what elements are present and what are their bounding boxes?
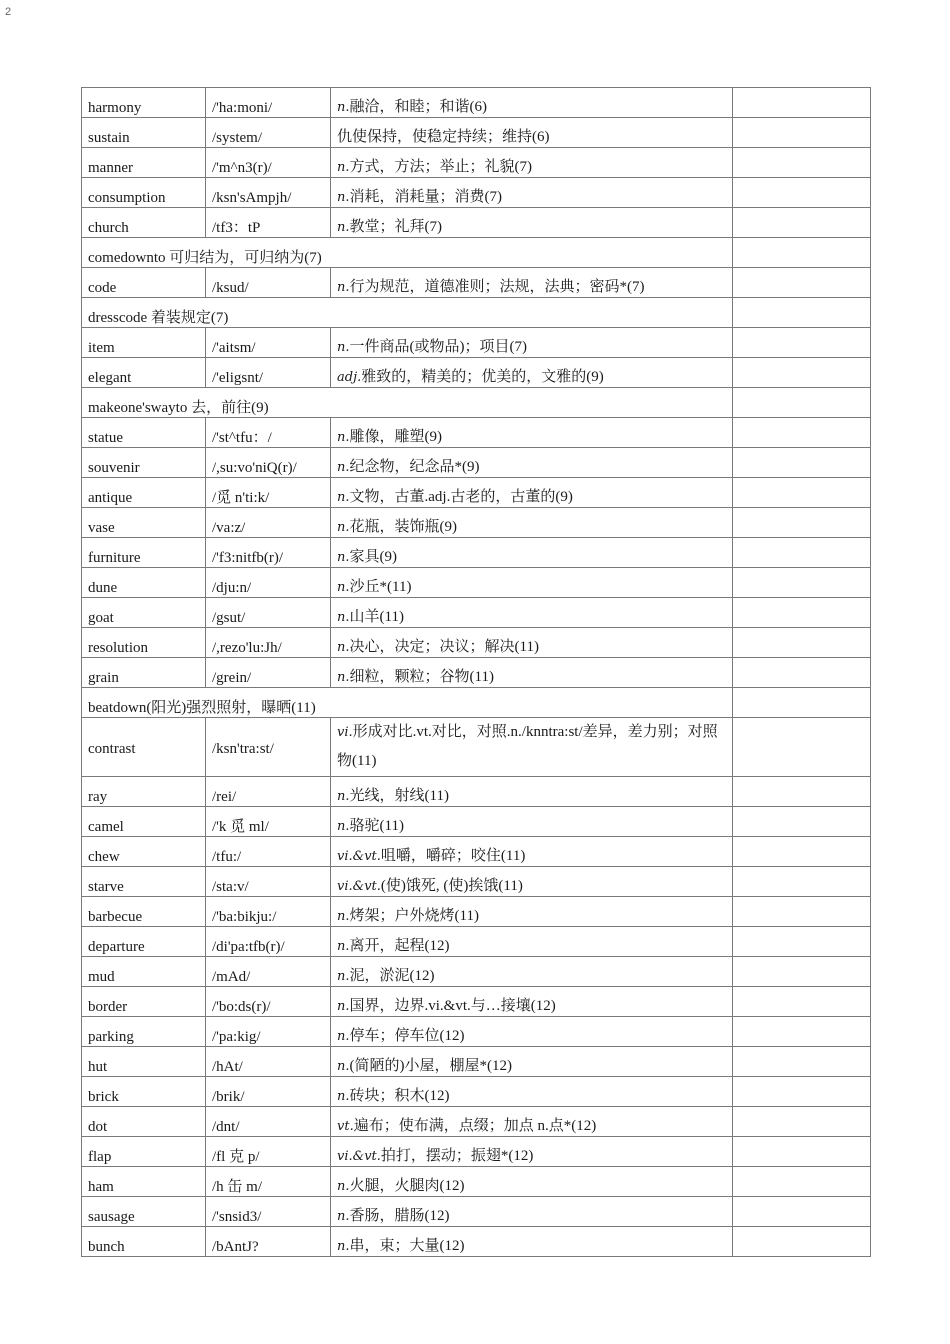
word-cell: barbecue: [82, 897, 206, 927]
word-cell: code: [82, 268, 206, 298]
definition-text: 家具(9): [349, 549, 398, 565]
part-of-speech: vi.&vt.: [337, 879, 381, 894]
definition-cell: [331, 628, 733, 658]
word-cell: goat: [82, 598, 206, 628]
definition-cell: [331, 178, 733, 208]
empty-cell: [733, 628, 871, 658]
part-of-speech: n.: [337, 520, 350, 535]
word-row: [82, 867, 871, 897]
definition-cell: [331, 508, 733, 538]
word-cell: brick: [82, 1077, 206, 1107]
phonetic-cell: /rei/: [206, 777, 331, 807]
part-of-speech: n.: [337, 580, 350, 595]
definition-cell: [331, 538, 733, 568]
phonetic-cell: /觅 n'ti:k/: [206, 478, 331, 508]
empty-cell: [733, 208, 871, 238]
word-cell: statue: [82, 418, 206, 448]
page-number: 2: [5, 6, 12, 18]
word-cell: furniture: [82, 538, 206, 568]
phonetic-cell: /'st^tfu：/: [206, 418, 331, 448]
part-of-speech: n.: [337, 909, 350, 924]
word-cell: vase: [82, 508, 206, 538]
word-row: [82, 358, 871, 388]
phonetic-cell: /sta:v/: [206, 867, 331, 897]
definition-cell: [331, 118, 733, 148]
part-of-speech: n.: [337, 939, 350, 954]
word-row: [82, 987, 871, 1017]
part-of-speech: n.: [337, 969, 350, 984]
definition-text: 纪念物，纪念品*(9): [349, 459, 480, 475]
empty-cell: [733, 388, 871, 418]
vocabulary-table: [81, 87, 871, 1257]
definition-text: 离开，起程(12): [349, 938, 450, 954]
definition-cell: [331, 568, 733, 598]
word-row: [82, 328, 871, 358]
part-of-speech: n.: [337, 819, 350, 834]
word-cell: camel: [82, 807, 206, 837]
word-cell: parking: [82, 1017, 206, 1047]
phrase-row: [82, 298, 871, 328]
part-of-speech: n.: [337, 1089, 350, 1104]
word-cell: consumption: [82, 178, 206, 208]
part-of-speech: n.: [337, 340, 350, 355]
phonetic-cell: /'f3:nitfb(r)/: [206, 538, 331, 568]
part-of-speech: n.: [337, 1239, 350, 1254]
word-row: [82, 1197, 871, 1227]
definition-cell: [331, 777, 733, 807]
empty-cell: [733, 238, 871, 268]
definition-text: 形成对比.vt.对比，对照.n./knntra:st/差异，差力别；对照物(11): [337, 724, 718, 769]
definition-text: 决心，决定；决议；解决(11): [349, 639, 539, 655]
definition-cell: [331, 1137, 733, 1167]
definition-text: 烤架；户外烧烤(11): [349, 908, 479, 924]
definition-cell: [331, 718, 733, 777]
phonetic-cell: /'pa:kig/: [206, 1017, 331, 1047]
part-of-speech: vi.&vt.: [337, 1149, 381, 1164]
definition-text: 细粒，颗粒；谷物(11): [349, 669, 494, 685]
definition-text: 教堂；礼拜(7): [349, 219, 443, 235]
word-cell: souvenir: [82, 448, 206, 478]
phonetic-cell: /gsut/: [206, 598, 331, 628]
part-of-speech: n.: [337, 160, 350, 175]
empty-cell: [733, 807, 871, 837]
definition-text: 砖块；积木(12): [349, 1088, 450, 1104]
empty-cell: [733, 118, 871, 148]
phonetic-cell: /'k 觅 ml/: [206, 807, 331, 837]
empty-cell: [733, 1077, 871, 1107]
definition-cell: [331, 1077, 733, 1107]
word-cell: departure: [82, 927, 206, 957]
definition-text: 国界，边界.vi.&vt.与…接壤(12): [349, 998, 556, 1014]
definition-cell: [331, 658, 733, 688]
empty-cell: [733, 298, 871, 328]
definition-text: 停车；停车位(12): [349, 1028, 465, 1044]
definition-text: 火腿，火腿肉(12): [349, 1178, 465, 1194]
empty-cell: [733, 1227, 871, 1257]
word-row: [82, 118, 871, 148]
definition-text: (简陋的)小屋，棚屋*(12): [349, 1058, 512, 1074]
word-row: [82, 148, 871, 178]
word-cell: contrast: [82, 718, 206, 777]
part-of-speech: n.: [337, 190, 350, 205]
empty-cell: [733, 867, 871, 897]
part-of-speech: n.: [337, 610, 350, 625]
definition-cell: [331, 1197, 733, 1227]
definition-cell: [331, 328, 733, 358]
word-cell: elegant: [82, 358, 206, 388]
part-of-speech: vi.: [337, 725, 353, 740]
definition-cell: [331, 88, 733, 118]
empty-cell: [733, 1137, 871, 1167]
word-row: [82, 538, 871, 568]
part-of-speech: vi.&vt.: [337, 849, 381, 864]
word-row: [82, 1107, 871, 1137]
word-cell: ham: [82, 1167, 206, 1197]
definition-text: 串，束；大量(12): [349, 1238, 465, 1254]
phonetic-cell: /brik/: [206, 1077, 331, 1107]
word-row: [82, 508, 871, 538]
word-row: [82, 268, 871, 298]
definition-cell: [331, 1107, 733, 1137]
word-row: [82, 88, 871, 118]
definition-text: 香肠，腊肠(12): [349, 1208, 450, 1224]
definition-cell: [331, 598, 733, 628]
word-row: [82, 178, 871, 208]
phonetic-cell: /grein/: [206, 658, 331, 688]
definition-text: 咀嚼，嚼碎；咬住(11): [380, 848, 526, 864]
vocabulary-table-body: [82, 88, 871, 1257]
empty-cell: [733, 148, 871, 178]
definition-text: 山羊(11): [349, 609, 404, 625]
word-row: [82, 1047, 871, 1077]
part-of-speech: n.: [337, 1179, 350, 1194]
phrase-cell: comedownto 可归结为，可归纳为(7): [82, 238, 733, 268]
word-row: [82, 1137, 871, 1167]
word-cell: dot: [82, 1107, 206, 1137]
part-of-speech: n.: [337, 430, 350, 445]
part-of-speech: n.: [337, 999, 350, 1014]
definition-text: 行为规范，道德准则；法规，法典；密码*(7): [349, 279, 645, 295]
empty-cell: [733, 837, 871, 867]
empty-cell: [733, 418, 871, 448]
word-cell: manner: [82, 148, 206, 178]
word-cell: ray: [82, 777, 206, 807]
phonetic-cell: /'bo:ds(r)/: [206, 987, 331, 1017]
empty-cell: [733, 718, 871, 777]
phonetic-cell: /'aitsm/: [206, 328, 331, 358]
empty-cell: [733, 568, 871, 598]
part-of-speech: adj.: [337, 370, 362, 385]
definition-cell: [331, 897, 733, 927]
empty-cell: [733, 658, 871, 688]
empty-cell: [733, 448, 871, 478]
word-cell: item: [82, 328, 206, 358]
empty-cell: [733, 508, 871, 538]
phonetic-cell: /h 缶 m/: [206, 1167, 331, 1197]
empty-cell: [733, 777, 871, 807]
word-row: [82, 478, 871, 508]
empty-cell: [733, 88, 871, 118]
phonetic-cell: /va:z/: [206, 508, 331, 538]
empty-cell: [733, 957, 871, 987]
word-row: [82, 1167, 871, 1197]
word-cell: border: [82, 987, 206, 1017]
word-cell: sausage: [82, 1197, 206, 1227]
definition-text: 雕像，雕塑(9): [349, 429, 443, 445]
part-of-speech: n.: [337, 460, 350, 475]
empty-cell: [733, 358, 871, 388]
definition-cell: [331, 418, 733, 448]
word-row: [82, 927, 871, 957]
empty-cell: [733, 178, 871, 208]
word-row: [82, 1017, 871, 1047]
phrase-cell: makeone'swayto 去，前往(9): [82, 388, 733, 418]
definition-cell: [331, 927, 733, 957]
empty-cell: [733, 328, 871, 358]
phonetic-cell: /dnt/: [206, 1107, 331, 1137]
part-of-speech: n.: [337, 220, 350, 235]
definition-text: 方式，方法；举止；礼貌(7): [349, 159, 533, 175]
word-cell: bunch: [82, 1227, 206, 1257]
word-row: [82, 957, 871, 987]
phonetic-cell: /'m^n3(r)/: [206, 148, 331, 178]
empty-cell: [733, 688, 871, 718]
phonetic-cell: /ksn'sAmpjh/: [206, 178, 331, 208]
word-cell: church: [82, 208, 206, 238]
empty-cell: [733, 1197, 871, 1227]
definition-text: 融洽，和睦；和谐(6): [349, 99, 488, 115]
part-of-speech: n.: [337, 670, 350, 685]
word-cell: chew: [82, 837, 206, 867]
word-row: [82, 418, 871, 448]
empty-cell: [733, 1017, 871, 1047]
phrase-cell: dresscode 着装规定(7): [82, 298, 733, 328]
phonetic-cell: /,su:vo'niQ(r)/: [206, 448, 331, 478]
definition-text: 雅致的，精美的；优美的，文雅的(9): [361, 369, 604, 385]
phonetic-cell: /'ba:bikju:/: [206, 897, 331, 927]
word-cell: flap: [82, 1137, 206, 1167]
definition-text: 花瓶，装饰瓶(9): [349, 519, 458, 535]
definition-cell: [331, 837, 733, 867]
word-row: [82, 807, 871, 837]
definition-cell: [331, 1017, 733, 1047]
part-of-speech: n.: [337, 640, 350, 655]
definition-text: 仇使保持，使稳定持续；维持(6): [337, 129, 550, 145]
definition-cell: [331, 268, 733, 298]
part-of-speech: n.: [337, 490, 350, 505]
definition-text: 拍打，摆动；振翅*(12): [380, 1148, 534, 1164]
word-cell: starve: [82, 867, 206, 897]
phonetic-cell: /mAd/: [206, 957, 331, 987]
phonetic-cell: /ksn'tra:st/: [206, 718, 331, 777]
phonetic-cell: /ksud/: [206, 268, 331, 298]
definition-text: 泥，淤泥(12): [349, 968, 435, 984]
part-of-speech: n.: [337, 1209, 350, 1224]
word-cell: resolution: [82, 628, 206, 658]
word-row: [82, 1077, 871, 1107]
definition-cell: [331, 957, 733, 987]
definition-cell: [331, 1227, 733, 1257]
part-of-speech: n.: [337, 280, 350, 295]
definition-cell: [331, 1167, 733, 1197]
phonetic-cell: /di'pa:tfb(r)/: [206, 927, 331, 957]
empty-cell: [733, 538, 871, 568]
definition-text: 一件商品(或物品)；项目(7): [349, 339, 527, 355]
definition-text: 骆驼(11): [349, 818, 404, 834]
phonetic-cell: /fl 克 p/: [206, 1137, 331, 1167]
empty-cell: [733, 1047, 871, 1077]
definition-cell: [331, 867, 733, 897]
definition-cell: [331, 478, 733, 508]
word-row: [82, 448, 871, 478]
phrase-cell: beatdown(阳光)强烈照射，曝晒(11): [82, 688, 733, 718]
word-row: [82, 658, 871, 688]
word-cell: hut: [82, 1047, 206, 1077]
phrase-row: [82, 688, 871, 718]
word-row: [82, 628, 871, 658]
part-of-speech: n.: [337, 100, 350, 115]
word-row: [82, 897, 871, 927]
definition-text: 遍布；使布满，点缀；加点 n.点*(12): [353, 1118, 597, 1134]
definition-cell: [331, 1047, 733, 1077]
phonetic-cell: /tf3：tP: [206, 208, 331, 238]
definition-text: (使)饿死, (使)挨饿(11): [380, 878, 523, 894]
definition-cell: [331, 987, 733, 1017]
empty-cell: [733, 987, 871, 1017]
definition-text: 消耗，消耗量；消费(7): [349, 189, 503, 205]
part-of-speech: vt.: [337, 1119, 354, 1134]
word-cell: antique: [82, 478, 206, 508]
part-of-speech: n.: [337, 789, 350, 804]
phonetic-cell: /bAntJ?: [206, 1227, 331, 1257]
phonetic-cell: /hAt/: [206, 1047, 331, 1077]
phrase-row: [82, 238, 871, 268]
word-cell: sustain: [82, 118, 206, 148]
part-of-speech: n.: [337, 550, 350, 565]
empty-cell: [733, 268, 871, 298]
phonetic-cell: /'eligsnt/: [206, 358, 331, 388]
word-row: [82, 837, 871, 867]
phonetic-cell: /'snsid3/: [206, 1197, 331, 1227]
empty-cell: [733, 927, 871, 957]
empty-cell: [733, 478, 871, 508]
word-row: [82, 568, 871, 598]
definition-text: 文物，古董.adj.古老的，古董的(9): [349, 489, 573, 505]
phrase-row: [82, 388, 871, 418]
word-row: [82, 1227, 871, 1257]
phonetic-cell: /'ha:moni/: [206, 88, 331, 118]
word-cell: mud: [82, 957, 206, 987]
definition-cell: [331, 448, 733, 478]
word-cell: dune: [82, 568, 206, 598]
word-row: [82, 598, 871, 628]
definition-text: 光线，射线(11): [349, 788, 449, 804]
part-of-speech: n.: [337, 1029, 350, 1044]
phonetic-cell: /tfu:/: [206, 837, 331, 867]
word-row: [82, 777, 871, 807]
empty-cell: [733, 1167, 871, 1197]
phonetic-cell: /,rezo'lu:Jh/: [206, 628, 331, 658]
word-row: [82, 718, 871, 777]
definition-cell: [331, 148, 733, 178]
word-cell: harmony: [82, 88, 206, 118]
word-cell: grain: [82, 658, 206, 688]
word-row: [82, 208, 871, 238]
empty-cell: [733, 897, 871, 927]
phonetic-cell: /system/: [206, 118, 331, 148]
definition-cell: [331, 807, 733, 837]
empty-cell: [733, 1107, 871, 1137]
empty-cell: [733, 598, 871, 628]
phonetic-cell: /dju:n/: [206, 568, 331, 598]
definition-cell: [331, 208, 733, 238]
part-of-speech: n.: [337, 1059, 350, 1074]
definition-text: 沙丘*(11): [349, 579, 412, 595]
definition-cell: [331, 358, 733, 388]
